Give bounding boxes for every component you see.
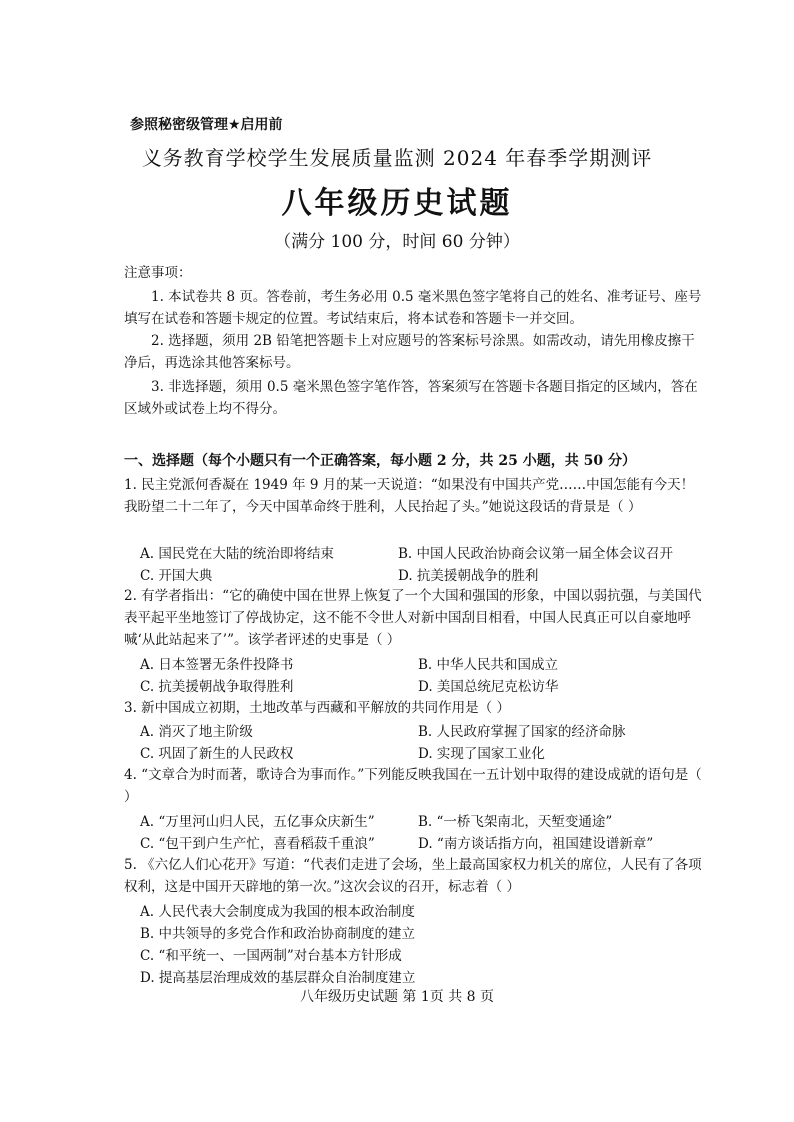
option-b: B. 人民政府掌握了国家的经济命脉: [418, 724, 626, 740]
option-a: A. 人民代表大会制度成为我国的根本政治制度: [140, 904, 415, 920]
question-stem: 5. 《六亿人们心花开》写道：“代表们走进了会场，坐上最高国家权力机关的席位，人民有了各项权利，这是中国开天辟地的第一次。”这次会议的召开，标志着（ ）: [124, 857, 702, 895]
option-b: B. 中共领导的多党合作和政治协商制度的建立: [140, 926, 416, 942]
option-c: C. “和平统一、一国两制”对台基本方针形成: [140, 948, 402, 964]
option-d: D. “南方谈话指方向，祖国建设谱新章”: [418, 836, 654, 852]
section-heading: 一、选择题（每个小题只有一个正确答案，每小题 2 分，共 25 小题，共 50 分）: [124, 453, 636, 469]
page-footer: 八年级历史试题 第 1页 共 8 页: [299, 989, 495, 1005]
option-a: A. “万里河山归人民，五亿事众庆新生”: [140, 814, 375, 830]
question-stem: 2. 有学者指出：“它的确使中国在世界上恢复了一个大国和强国的形象，中国以弱抗强，与美国代表平起平坐地签订了停战协定，这不能不令世人对新中国刮目相看，中国人民真正可以自豪地呼喊‘从此站起来了’”。该学者评述的史事是（ ）: [124, 588, 702, 648]
notice-heading: 注意事项：: [124, 265, 192, 281]
option-d: D. 抗美援朝战争的胜利: [398, 568, 539, 584]
exam-subtitle: 义务教育学校学生发展质量监测 2024 年春季学期测评: [141, 146, 653, 170]
question-stem: 4. “文章合为时而著，歌诗合为事而作。”下列能反映我国在一五计划中取得的建设成就的语句是（ ）: [124, 767, 702, 805]
option-d: D. 美国总统尼克松访华: [418, 679, 559, 695]
option-c: C. 抗美援朝战争取得胜利: [140, 679, 294, 695]
option-b: B. 中国人民政治协商会议第一届全体会议召开: [398, 546, 674, 562]
option-a: A. 消灭了地主阶级: [140, 724, 253, 740]
notice-item: 3. 非选择题，须用 0.5 毫米黑色签字笔作答，答案须写在答题卡各题目指定的区域内，答在区域外或试卷上均不得分。: [124, 379, 698, 417]
option-c: C. “包干到户生产忙，喜看稻菽千重浪”: [140, 836, 375, 852]
confidentiality-label: 参照秘密级管理★启用前: [130, 117, 283, 133]
option-a: A. 国民党在大陆的统治即将结束: [140, 546, 334, 562]
score-time-info: （满分 100 分，时间 60 分钟）: [274, 232, 520, 252]
notice-item: 2. 选择题，须用 2B 铅笔把答题卡上对应题号的答案标号涂黑。如需改动，请先用橡皮擦干净后，再选涂其他答案标号。: [124, 333, 695, 371]
option-b: B. “一桥飞架南北，天堑变通途”: [418, 814, 613, 830]
option-b: B. 中华人民共和国成立: [418, 657, 559, 673]
option-c: C. 开国大典: [140, 568, 213, 584]
option-a: A. 日本签署无条件投降书: [140, 657, 294, 673]
option-c: C. 巩固了新生的人民政权: [140, 746, 294, 762]
exam-title: 八年级历史试题: [281, 186, 513, 221]
option-d: D. 实现了国家工业化: [418, 746, 545, 762]
question-stem: 3. 新中国成立初期，土地改革与西藏和平解放的共同作用是（ ）: [124, 700, 510, 716]
question-stem: 1. 民主党派何香凝在 1949 年 9 月的某一天说道：“如果没有中国共产党……中国怎能有今天！我盼望二十二年了，今天中国革命终于胜利，人民抬起了头。”她说这段话的背景是（ ）: [124, 477, 695, 515]
option-d: D. 提高基层治理成效的基层群众自治制度建立: [140, 970, 416, 986]
notice-item: 1. 本试卷共 8 页。答卷前，考生务必用 0.5 毫米黑色签字笔将自己的姓名、准考证号、座号填写在试卷和答题卡规定的位置。考试结束后，将本试卷和答题卡一并交回。: [124, 289, 702, 327]
